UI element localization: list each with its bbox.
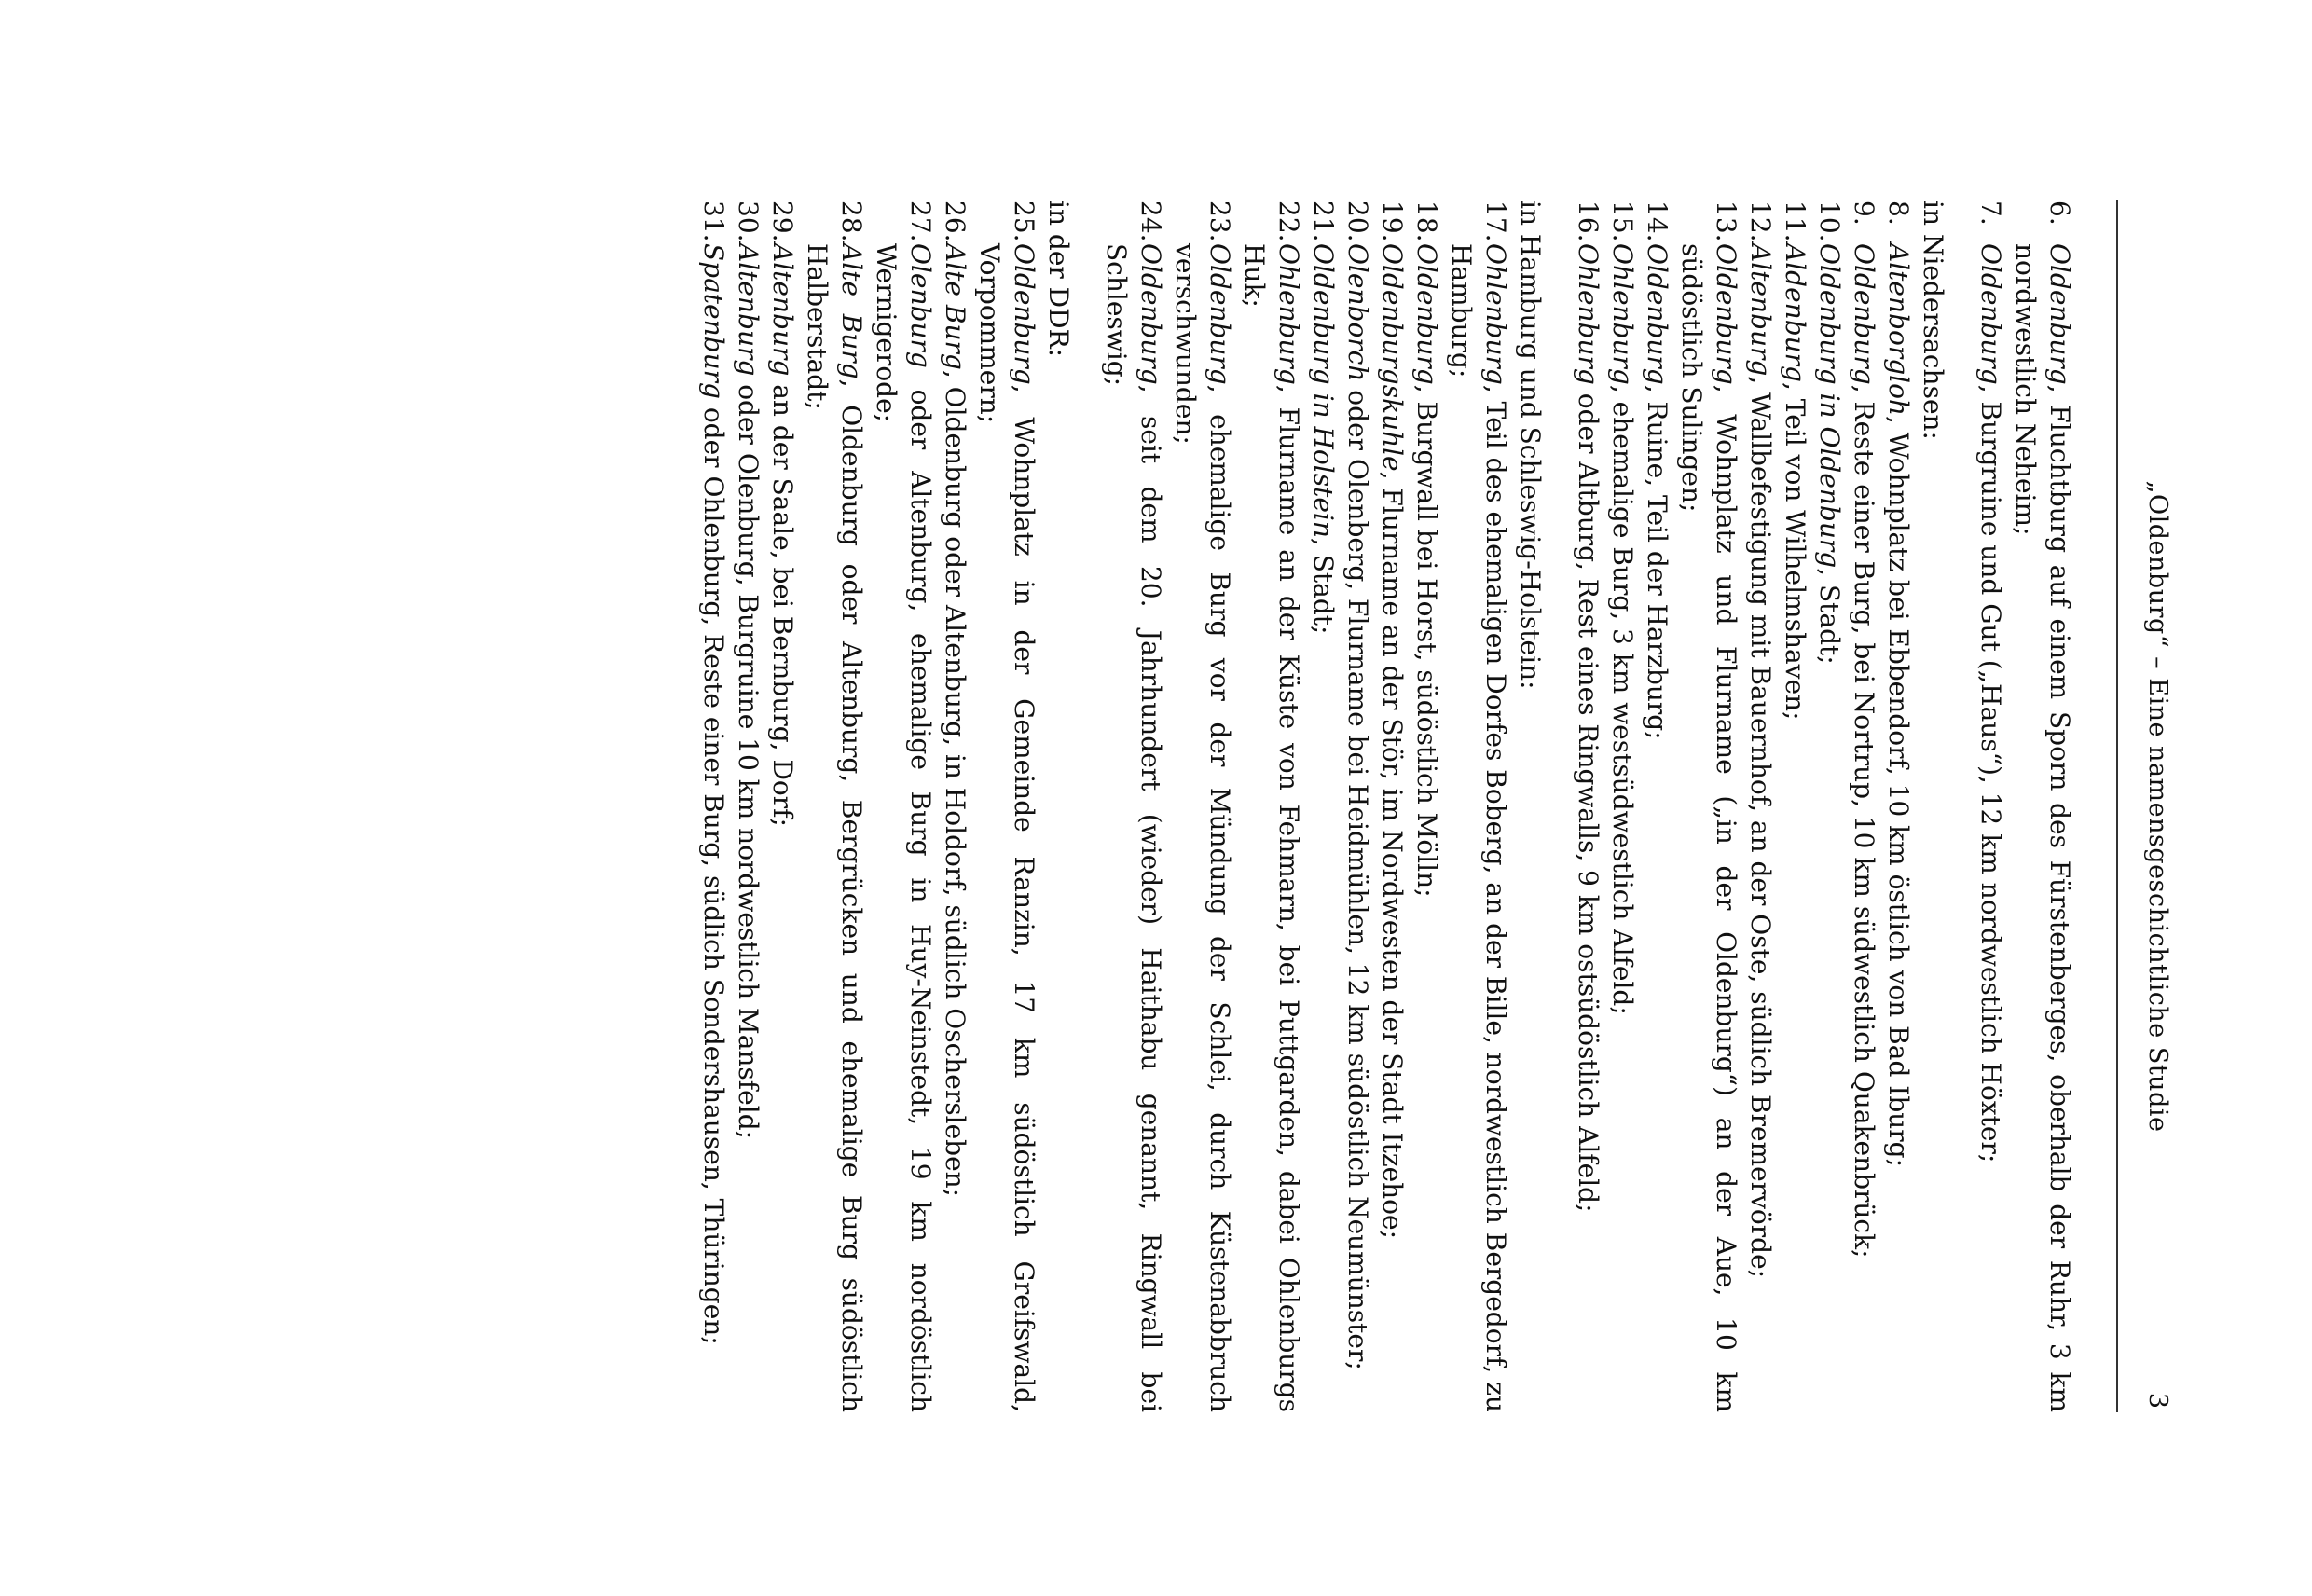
item-number: 15. <box>1607 200 1638 242</box>
place-name: Ohlenburg <box>1273 243 1304 385</box>
place-name: Oldenburg <box>1204 243 1235 385</box>
item-number: 31. <box>698 200 729 242</box>
item-text <box>1640 243 1674 1412</box>
item-description: oder Altburg, Rest eines Ringwalls, 9 km ostsüdöstlich Alfeld; <box>1573 384 1603 1213</box>
list-item <box>1571 200 1605 1412</box>
item-text <box>1743 243 1778 1412</box>
item-text <box>765 243 800 1412</box>
item-number: 10. <box>1814 200 1845 242</box>
item-description: , Teil von Wilhelmshaven; <box>1780 381 1810 721</box>
item-description: , Fluchtburg auf einem Sporn des Fürstenberges, oberhalb der Ruhr, 3 km nordwestlich Neheim; <box>2010 243 2075 1412</box>
item-number: 26. <box>940 200 970 242</box>
list-item <box>1778 200 1812 1412</box>
item-description: oder Olenburg, Burgruine 10 km nordwestlich Mansfeld; <box>733 376 764 1140</box>
section-gap <box>1548 200 1571 1412</box>
item-number: 23. <box>1204 200 1235 242</box>
item-description: oder Olenberg, Flurname bei Heidmühlen, 12 km südöstlich Neumünster; <box>1342 381 1373 1370</box>
list-item <box>1306 200 1341 1412</box>
item-description: an der Saale, bei Bernburg, Dorf; <box>767 376 798 827</box>
item-description: , ehemalige Burg vor der Mündung der Schlei, durch Küstenabbruch verschwunden; <box>1170 243 1235 1412</box>
item-text <box>2008 243 2077 1412</box>
place-name: Oldenburg <box>2044 243 2075 385</box>
item-description: , Oldenburg oder Altenburg, in Holdorf, südlich Oschersleben; <box>940 369 970 1198</box>
running-head <box>2135 200 2172 1412</box>
place-name: Altenburg <box>733 243 764 377</box>
section-heading: in Niedersachsen: <box>1918 200 1948 440</box>
item-text <box>1306 243 1341 1412</box>
item-description: , Wohnplatz bei Ebbendorf, 10 km östlich von Bad Iburg; <box>1883 415 1914 1168</box>
item-number: 12. <box>1745 200 1776 242</box>
place-name: Oldenburg in Oldenburg <box>1814 243 1845 569</box>
place-name: Oldenburg <box>1711 243 1741 385</box>
section-heading: in der DDR: <box>1043 200 1074 358</box>
place-name: Oldenburgskuhle <box>1377 243 1408 472</box>
item-text <box>1674 243 1743 1412</box>
item-text <box>1341 243 1375 1412</box>
item-text <box>1881 243 1916 1412</box>
item-text <box>1375 243 1410 1412</box>
place-name: Aldenburg <box>1780 243 1810 382</box>
item-description: oder Ohlenburg, Reste einer Burg, südlich Sondershausen, Thüringen; <box>698 398 729 1345</box>
place-name: Alte Burg <box>836 243 867 379</box>
item-description: , Stadt; <box>1814 568 1845 665</box>
item-text <box>1778 243 1812 1412</box>
item-description: , Burgruine und Gut („Haus“), 12 km nordwestlich Höxter; <box>1975 384 2006 1163</box>
place-name: Spatenburg <box>698 243 729 399</box>
place-name: Oldenburg <box>1411 243 1442 385</box>
list-item <box>731 200 765 1412</box>
item-text <box>1168 243 1237 1412</box>
list-item <box>1168 200 1237 1412</box>
item-text <box>1410 243 1444 1412</box>
place-name: Oldenburg <box>1642 243 1672 385</box>
place-name: Ohlenburg <box>1573 243 1603 385</box>
item-text <box>1444 243 1513 1412</box>
list-item <box>2008 200 2077 1412</box>
item-number: 22. <box>1273 200 1304 242</box>
running-title: „Oldenburg“ – Eine namensgeschichtliche Studie <box>2143 480 2172 1133</box>
place-name: Oldenburg <box>1849 243 1879 385</box>
list-item <box>1847 200 1881 1412</box>
item-number: 17. <box>1480 200 1511 242</box>
item-text <box>800 243 869 1412</box>
item-description: , Teil des ehemaligen Dorfes Boberg, an der Bille, nordwestlich Bergedorf, zu Hamburg; <box>1446 243 1511 1412</box>
list-item <box>1881 200 1916 1412</box>
item-description: , Flurname an der Küste von Fehmarn, bei Puttgarden, dabei Ohlenburgs Huk; <box>1239 243 1304 1412</box>
item-text <box>731 243 765 1412</box>
place-name: Alte Burg <box>940 243 970 370</box>
list-item <box>1099 200 1168 1412</box>
item-description: , Wohnplatz in der Gemeinde Ranzin, 17 km südöstlich Greifswald, Vorpommern; <box>974 243 1039 1412</box>
list-item <box>1237 200 1306 1412</box>
item-text <box>1099 243 1168 1412</box>
place-name: Ohlenburg <box>1607 243 1638 385</box>
list-item <box>765 200 800 1412</box>
item-text <box>1812 243 1847 1412</box>
item-text <box>938 243 972 1412</box>
item-text <box>696 243 731 1412</box>
item-number: 16. <box>1573 200 1603 242</box>
header-rule <box>2116 200 2118 1412</box>
item-number: 7. <box>1975 200 2006 226</box>
item-description: , Flurname an der Stör, im Nordwesten der Stadt Itzehoe; <box>1377 471 1408 1240</box>
list-item <box>1375 200 1410 1412</box>
item-description: , ehemalige Burg, 3 km westsüdwestlich Alfeld; <box>1607 384 1638 1015</box>
place-name: Altenburg <box>1745 243 1776 377</box>
item-number: 14. <box>1642 200 1672 242</box>
list-item <box>1743 200 1778 1412</box>
list-item <box>1410 200 1444 1412</box>
list-item <box>1640 200 1674 1412</box>
place-name: Altenburg <box>767 243 798 377</box>
list-item <box>1812 200 1847 1412</box>
item-description: , Wallbefestigung mit Bauernhof, an der Oste, südlich Bremervörde; <box>1745 376 1776 1279</box>
item-number: 30. <box>733 200 764 242</box>
item-number: 24. <box>1135 200 1166 242</box>
item-description: , Burgwall bei Horst, südöstlich Mölln; <box>1411 384 1442 898</box>
item-text <box>1605 243 1640 1412</box>
item-number: 8. <box>1883 200 1914 226</box>
section-gap <box>1950 200 1974 1412</box>
list-item <box>972 200 1041 1412</box>
rotated-document-page <box>233 200 2172 1412</box>
item-text <box>869 243 938 1412</box>
item-number: 6. <box>2044 200 2075 226</box>
list-item <box>1341 200 1375 1412</box>
item-text <box>1237 243 1306 1412</box>
item-number: 18. <box>1411 200 1442 242</box>
list-item <box>696 200 731 1412</box>
list-item <box>800 200 869 1412</box>
place-name: Oldenburg <box>1975 243 2006 385</box>
list-item <box>869 200 938 1412</box>
list-item <box>938 200 972 1412</box>
place-name: Ohlenburg <box>1480 243 1511 385</box>
item-number: 11. <box>1780 200 1810 242</box>
item-description: , Stadt; <box>1308 537 1339 635</box>
item-number: 9. <box>1849 200 1879 226</box>
item-description: , seit dem 20. Jahrhundert (wieder) Haithabu genannt, Ringwall bei Schleswig; <box>1101 243 1166 1412</box>
list-item <box>1674 200 1743 1412</box>
list-item <box>1974 200 2008 1412</box>
place-name: Olenburg <box>905 243 936 368</box>
item-number: 21. <box>1308 200 1339 242</box>
item-text <box>972 243 1041 1412</box>
document-body <box>696 200 2077 1412</box>
item-text <box>1847 243 1881 1412</box>
page-number: 3 <box>2143 1392 2172 1409</box>
place-name: Oldenburg <box>1135 243 1166 385</box>
place-name: Altenborgloh <box>1883 243 1914 416</box>
item-description: , Oldenburg oder Altenburg, Bergrücken und ehemalige Burg südöstlich Halberstadt; <box>802 243 867 1412</box>
section-gap <box>1076 200 1099 1412</box>
place-name: Oldenburg <box>1009 243 1039 385</box>
item-description: oder Altenburg, ehemalige Burg in Huy-Neinstedt, 19 km nordöstlich Wernigerode; <box>871 243 936 1412</box>
item-number: 27. <box>905 200 936 242</box>
item-text <box>1571 243 1605 1412</box>
place-name: Olenborch <box>1342 243 1373 382</box>
list-item <box>1605 200 1640 1412</box>
item-number: 13. <box>1711 200 1741 242</box>
item-text <box>1974 243 2008 1412</box>
section-heading: in Hamburg und Schleswig-Holstein: <box>1515 200 1546 690</box>
item-number: 25. <box>1009 200 1039 242</box>
item-description: , Ruine, Teil der Harzburg; <box>1642 384 1672 740</box>
place-name: Oldenburg in Holstein <box>1308 243 1339 538</box>
item-number: 28. <box>836 200 867 242</box>
item-number: 29. <box>767 200 798 242</box>
item-number: 19. <box>1377 200 1408 242</box>
list-item <box>1444 200 1513 1412</box>
item-number: 20. <box>1342 200 1373 242</box>
item-description: , Wohnplatz und Flurname („in der Oldenburg“) an der Aue, 10 km südöstlich Sulingen; <box>1676 243 1741 1412</box>
item-description: , Reste einer Burg, bei Nortrup, 10 km südwestlich Quakenbrück; <box>1849 384 1879 1259</box>
